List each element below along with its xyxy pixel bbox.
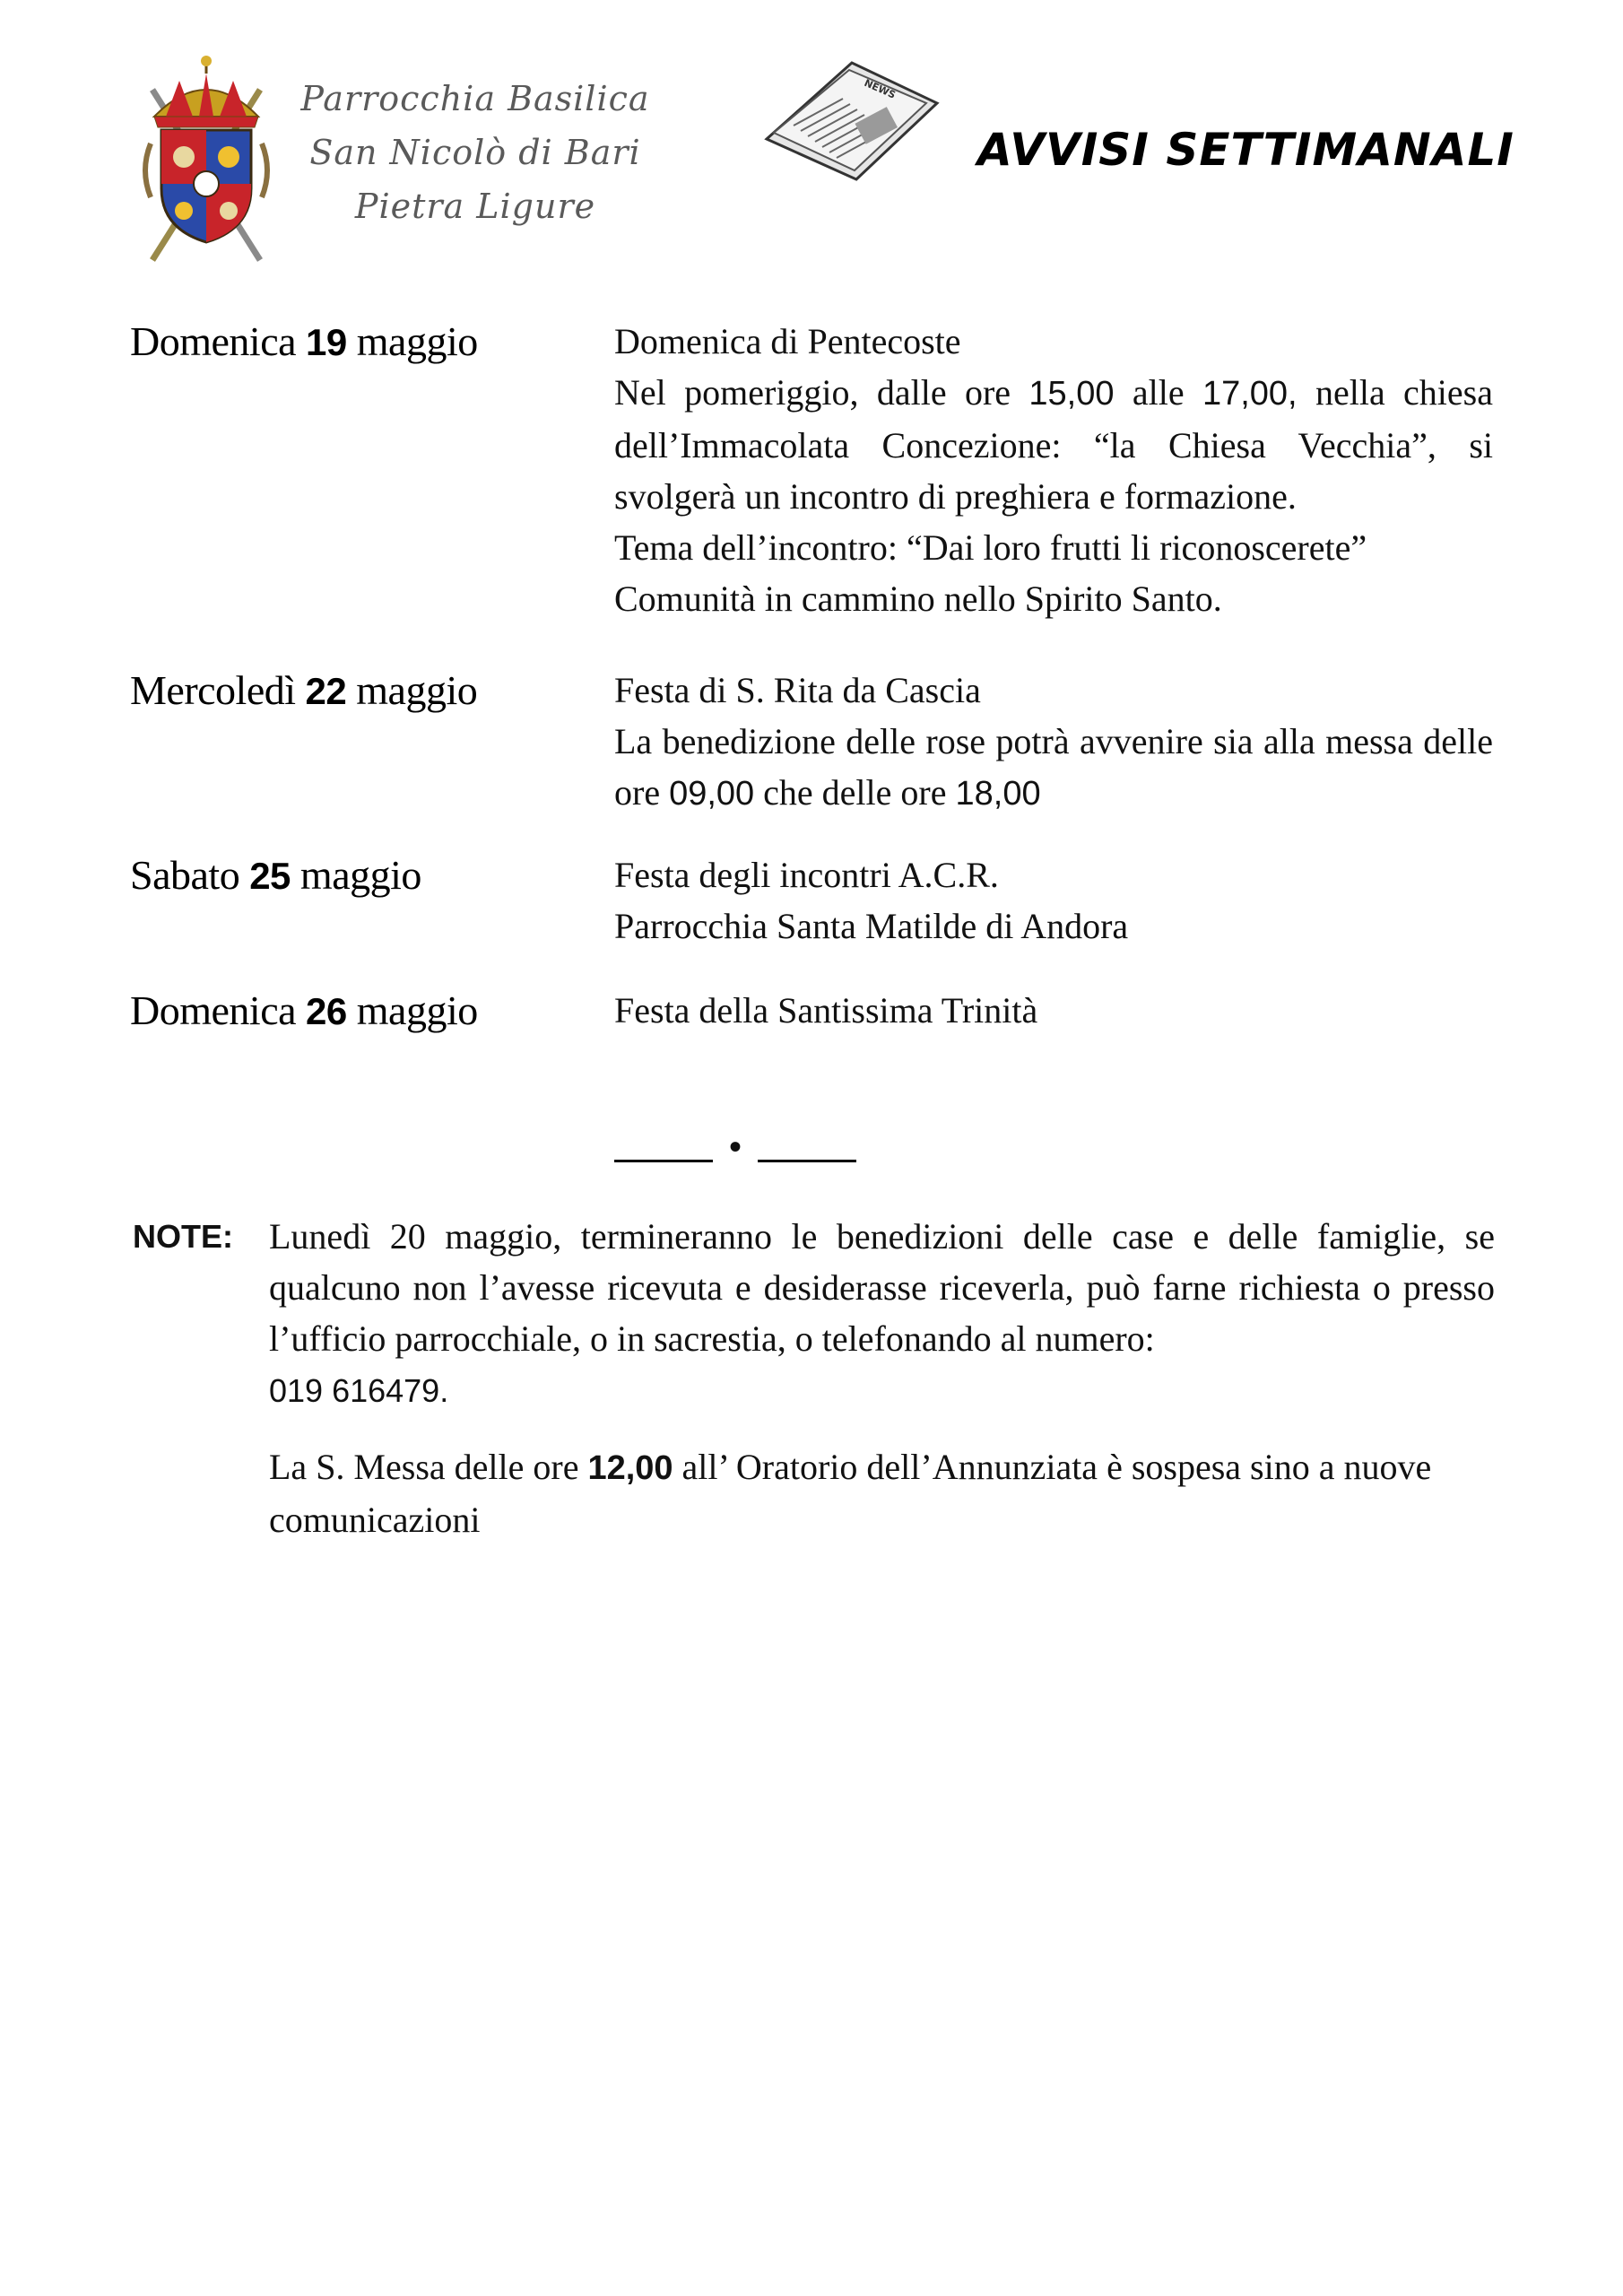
- event-location: Parrocchia Santa Matilde di Andora: [614, 906, 1129, 946]
- event-description-text: alle: [1114, 372, 1202, 413]
- event-item: [130, 665, 1493, 820]
- event-description-text: nella chiesa dell’Immacolata Concezione: “la Chiesa Vecchia”, si svolgerà un incontro di preghiera e formazione.: [614, 372, 1493, 517]
- event-time: 15,00: [1028, 375, 1115, 413]
- event-title: Festa degli incontri A.C.R.: [614, 855, 999, 895]
- note-text: Lunedì 20 maggio, termineranno le benedizioni delle case e delle famiglie, se qualcuno non l’avesse ricevuta e desiderasse riceverla, può farne richiesta o presso l’ufficio parrocchiale, o in sacrestia, o telefonando al numero:: [269, 1216, 1495, 1359]
- event-description-text: Nel pomeriggio, dalle ore: [614, 372, 1029, 413]
- event-date: [130, 316, 614, 624]
- note-text: all’ Oratorio dell’Annunziata è sospesa sino a nuove comunicazioni: [269, 1447, 1432, 1540]
- event-date: [130, 985, 614, 1038]
- event-details: [614, 985, 1493, 1038]
- event-title: Festa della Santissima Trinità: [614, 990, 1038, 1031]
- event-description: [614, 367, 1493, 522]
- separator-dot: •: [729, 1126, 742, 1167]
- event-day-number: 25: [249, 855, 291, 897]
- event-item: [130, 985, 1493, 1038]
- note-text: La S. Messa delle ore: [269, 1447, 588, 1487]
- event-day-number: 26: [306, 990, 347, 1032]
- page-title: AVVISI SETTIMANALI: [977, 124, 1515, 176]
- event-time: 09,00: [669, 775, 755, 813]
- parish-name-line: Pietra Ligure: [354, 187, 596, 226]
- mass-time: 12,00: [587, 1449, 673, 1487]
- event-title: Domenica di Pentecoste: [614, 321, 961, 361]
- notes-label: NOTE:: [133, 1218, 233, 1255]
- event-item: [130, 849, 1493, 952]
- event-date: [130, 665, 614, 820]
- event-theme: Tema dell’incontro: “Dai loro frutti li riconoscerete”: [614, 527, 1367, 568]
- notes-body: [269, 1211, 1495, 1570]
- event-details: [614, 316, 1493, 624]
- event-day-number: 19: [306, 321, 347, 363]
- event-date: [130, 849, 614, 952]
- event-description: [614, 716, 1493, 820]
- event-weekday: Mercoledì: [130, 667, 296, 713]
- events-list: [130, 316, 1493, 1074]
- newspaper-icon: [758, 54, 946, 188]
- notes-section: [133, 1211, 1496, 1570]
- note-item: [269, 1211, 1495, 1416]
- event-item: [130, 316, 1493, 624]
- section-separator: [614, 1126, 856, 1168]
- event-description-text: che delle ore: [754, 772, 956, 813]
- event-weekday: Domenica: [130, 987, 297, 1033]
- separator-line: [758, 1160, 856, 1162]
- event-month: maggio: [299, 852, 421, 898]
- event-month: maggio: [356, 318, 478, 364]
- event-time: 17,00,: [1202, 375, 1298, 413]
- event-title: Festa di S. Rita da Cascia: [614, 670, 981, 710]
- event-weekday: Domenica: [130, 318, 297, 364]
- event-month: maggio: [356, 667, 478, 713]
- separator-line: [614, 1160, 713, 1162]
- event-month: maggio: [356, 987, 478, 1033]
- note-item: [269, 1441, 1495, 1545]
- parish-name: [296, 72, 655, 233]
- event-day-number: 22: [305, 670, 347, 712]
- event-details: [614, 849, 1493, 952]
- event-details: [614, 665, 1493, 820]
- newspaper-masthead: NEWS: [862, 76, 898, 101]
- coat-of-arms-icon: [135, 54, 278, 274]
- parish-name-line: Parrocchia Basilica: [300, 79, 650, 118]
- event-time: 18,00: [955, 775, 1041, 813]
- event-community: Comunità in cammino nello Spirito Santo.: [614, 578, 1222, 619]
- event-weekday: Sabato: [130, 852, 240, 898]
- phone-number: 019 616479.: [269, 1372, 449, 1409]
- parish-name-line: San Nicolò di Bari: [309, 133, 641, 172]
- event-description-text: La benedizione delle rose potrà avvenire sia alla messa delle ore: [614, 721, 1493, 813]
